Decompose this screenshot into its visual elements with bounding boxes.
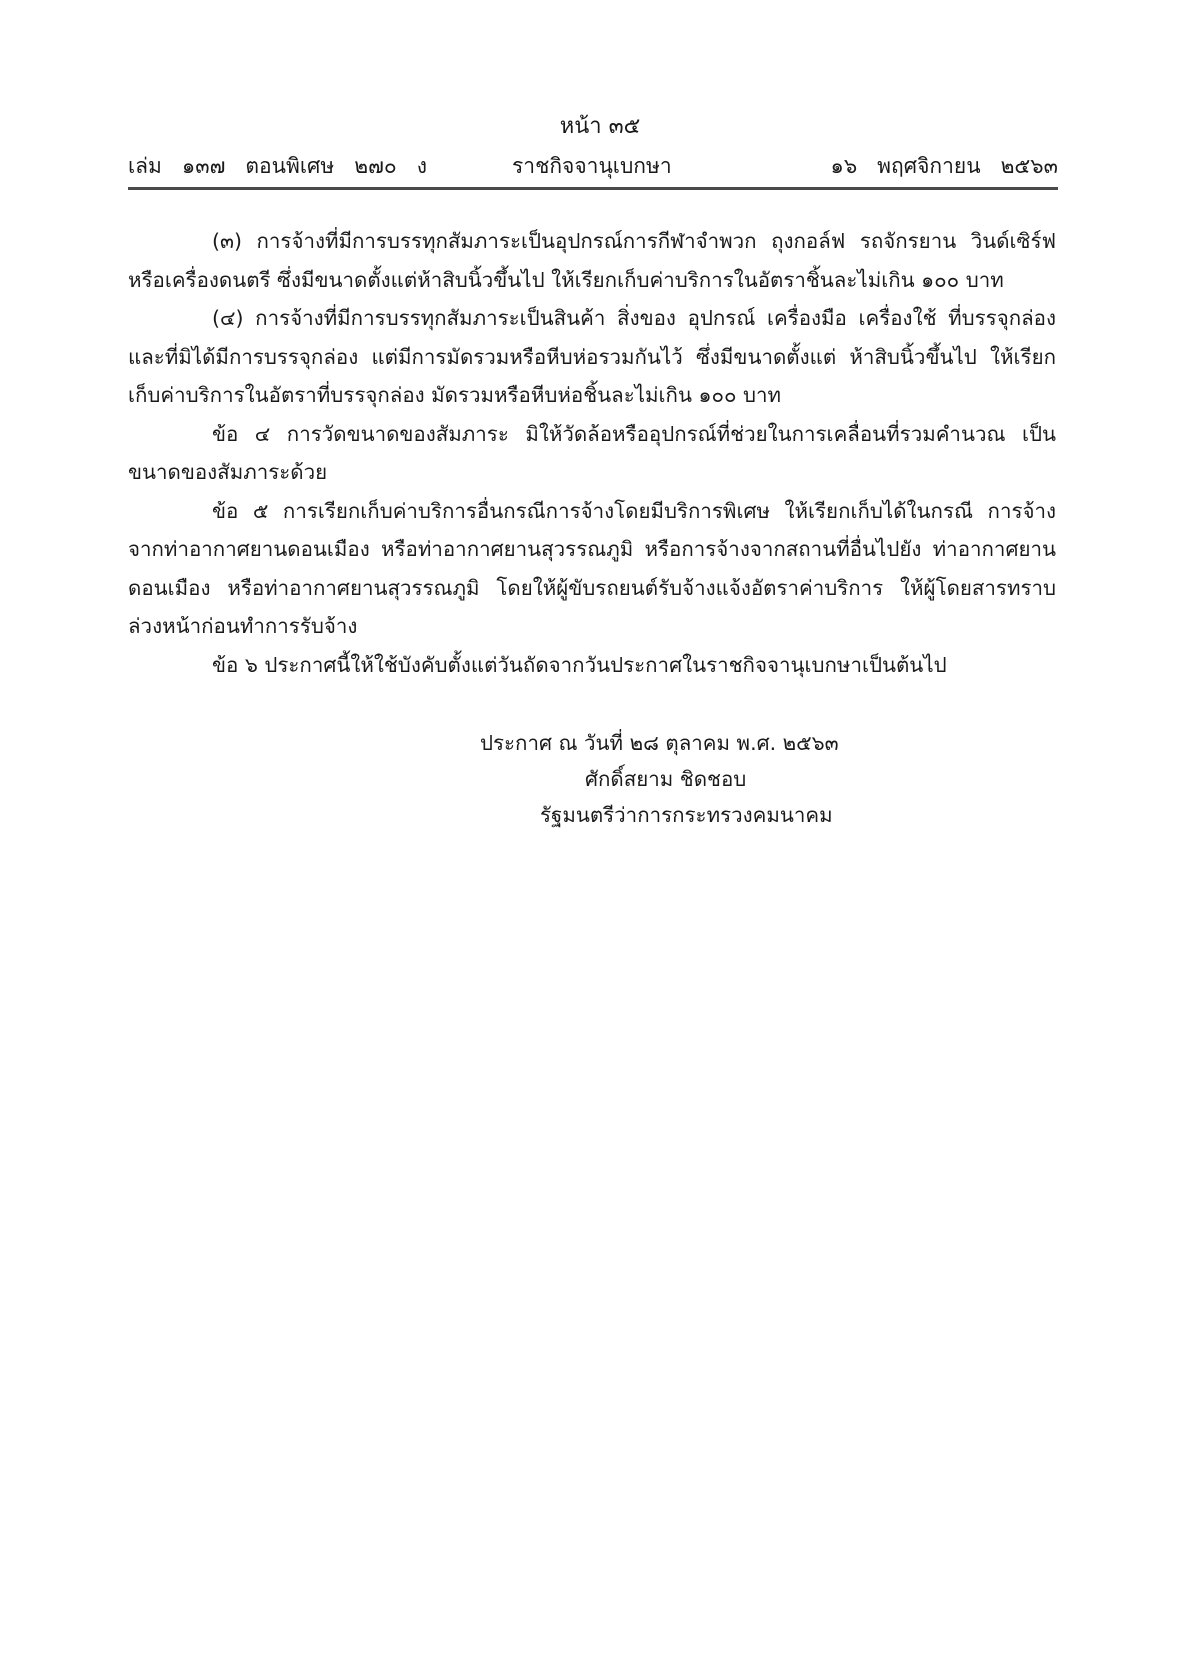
- page-number: หน้า ๓๕: [559, 114, 641, 139]
- header-divider: [128, 187, 1058, 190]
- signature-block: [480, 725, 980, 833]
- paragraph-clause-6: ข้อ ๖ ประกาศนี้ให้ใช้บังคับตั้งแต่วันถัดจากวันประกาศในราชกิจจานุเบกษาเป็นต้นไป: [212, 652, 947, 677]
- signatory-title: รัฐมนตรีว่าการกระทรวงคมนาคม: [540, 803, 833, 827]
- paragraph-item-4: (๔) การจ้างที่มีการบรรทุกสัมภาระเป็นสินค้า สิ่งของ อุปกรณ์ เครื่องมือ เครื่องใช้ ที่บรรจุกล่อง และที่มิได้มีการบรรจุกล่อง แต่มีการมัดรวมหรือหีบห่อรวมกันไว้ ซึ่งมีขนาดตั้งแต่ ห้าสิบนิ้วขึ้นไป ให้เรียกเก็บค่าบริการในอัตราที่บรรจุกล่อง มัดรวมหรือหีบห่อชิ้นละไม่เกิน ๑๐๐ บาท: [128, 306, 1056, 407]
- paragraph-clause-4: ข้อ ๔ การวัดขนาดของสัมภาระ มิให้วัดล้อหรืออุปกรณ์ที่ช่วยในการเคลื่อนที่รวมคำนวณ เป็นขนาดของสัมภาระด้วย: [128, 421, 1056, 484]
- gazette-header: [128, 150, 1058, 182]
- publication-date: ๑๖ พฤศจิกายน ๒๕๖๓: [830, 154, 1058, 178]
- paragraph-item-3: (๓) การจ้างที่มีการบรรทุกสัมภาระเป็นอุปกรณ์การกีฬาจำพวก ถุงกอล์ฟ รถจักรยาน วินด์เซิร์ฟ หรือเครื่องดนตรี ซึ่งมีขนาดตั้งแต่ห้าสิบนิ้วขึ้นไป ให้เรียกเก็บค่าบริการในอัตราชิ้นละไม่เกิน ๑๐๐ บาท: [128, 229, 1056, 292]
- volume-issue: เล่ม ๑๓๗ ตอนพิเศษ ๒๗๐ ง: [128, 154, 427, 178]
- paragraph-clause-5: ข้อ ๕ การเรียกเก็บค่าบริการอื่นกรณีการจ้างโดยมีบริการพิเศษ ให้เรียกเก็บได้ในกรณี การจ้างจากท่าอากาศยานดอนเมือง หรือท่าอากาศยานสุวรรณภูมิ หรือการจ้างจากสถานที่อื่นไปยัง ท่าอากาศยานดอนเมือง หรือท่าอากาศยานสุวรรณภูมิ โดยให้ผู้ขับรถยนต์รับจ้างแจ้งอัตราค่าบริการ ให้ผู้โดยสารทราบล่วงหน้าก่อนทำการรับจ้าง: [128, 498, 1056, 638]
- document-body: [128, 222, 1056, 684]
- gazette-title: ราชกิจจานุเบกษา: [512, 154, 672, 178]
- signatory-name: ศักดิ์สยาม ชิดชอบ: [585, 767, 747, 791]
- announcement-date: ประกาศ ณ วันที่ ๒๘ ตุลาคม พ.ศ. ๒๕๖๓: [480, 731, 839, 755]
